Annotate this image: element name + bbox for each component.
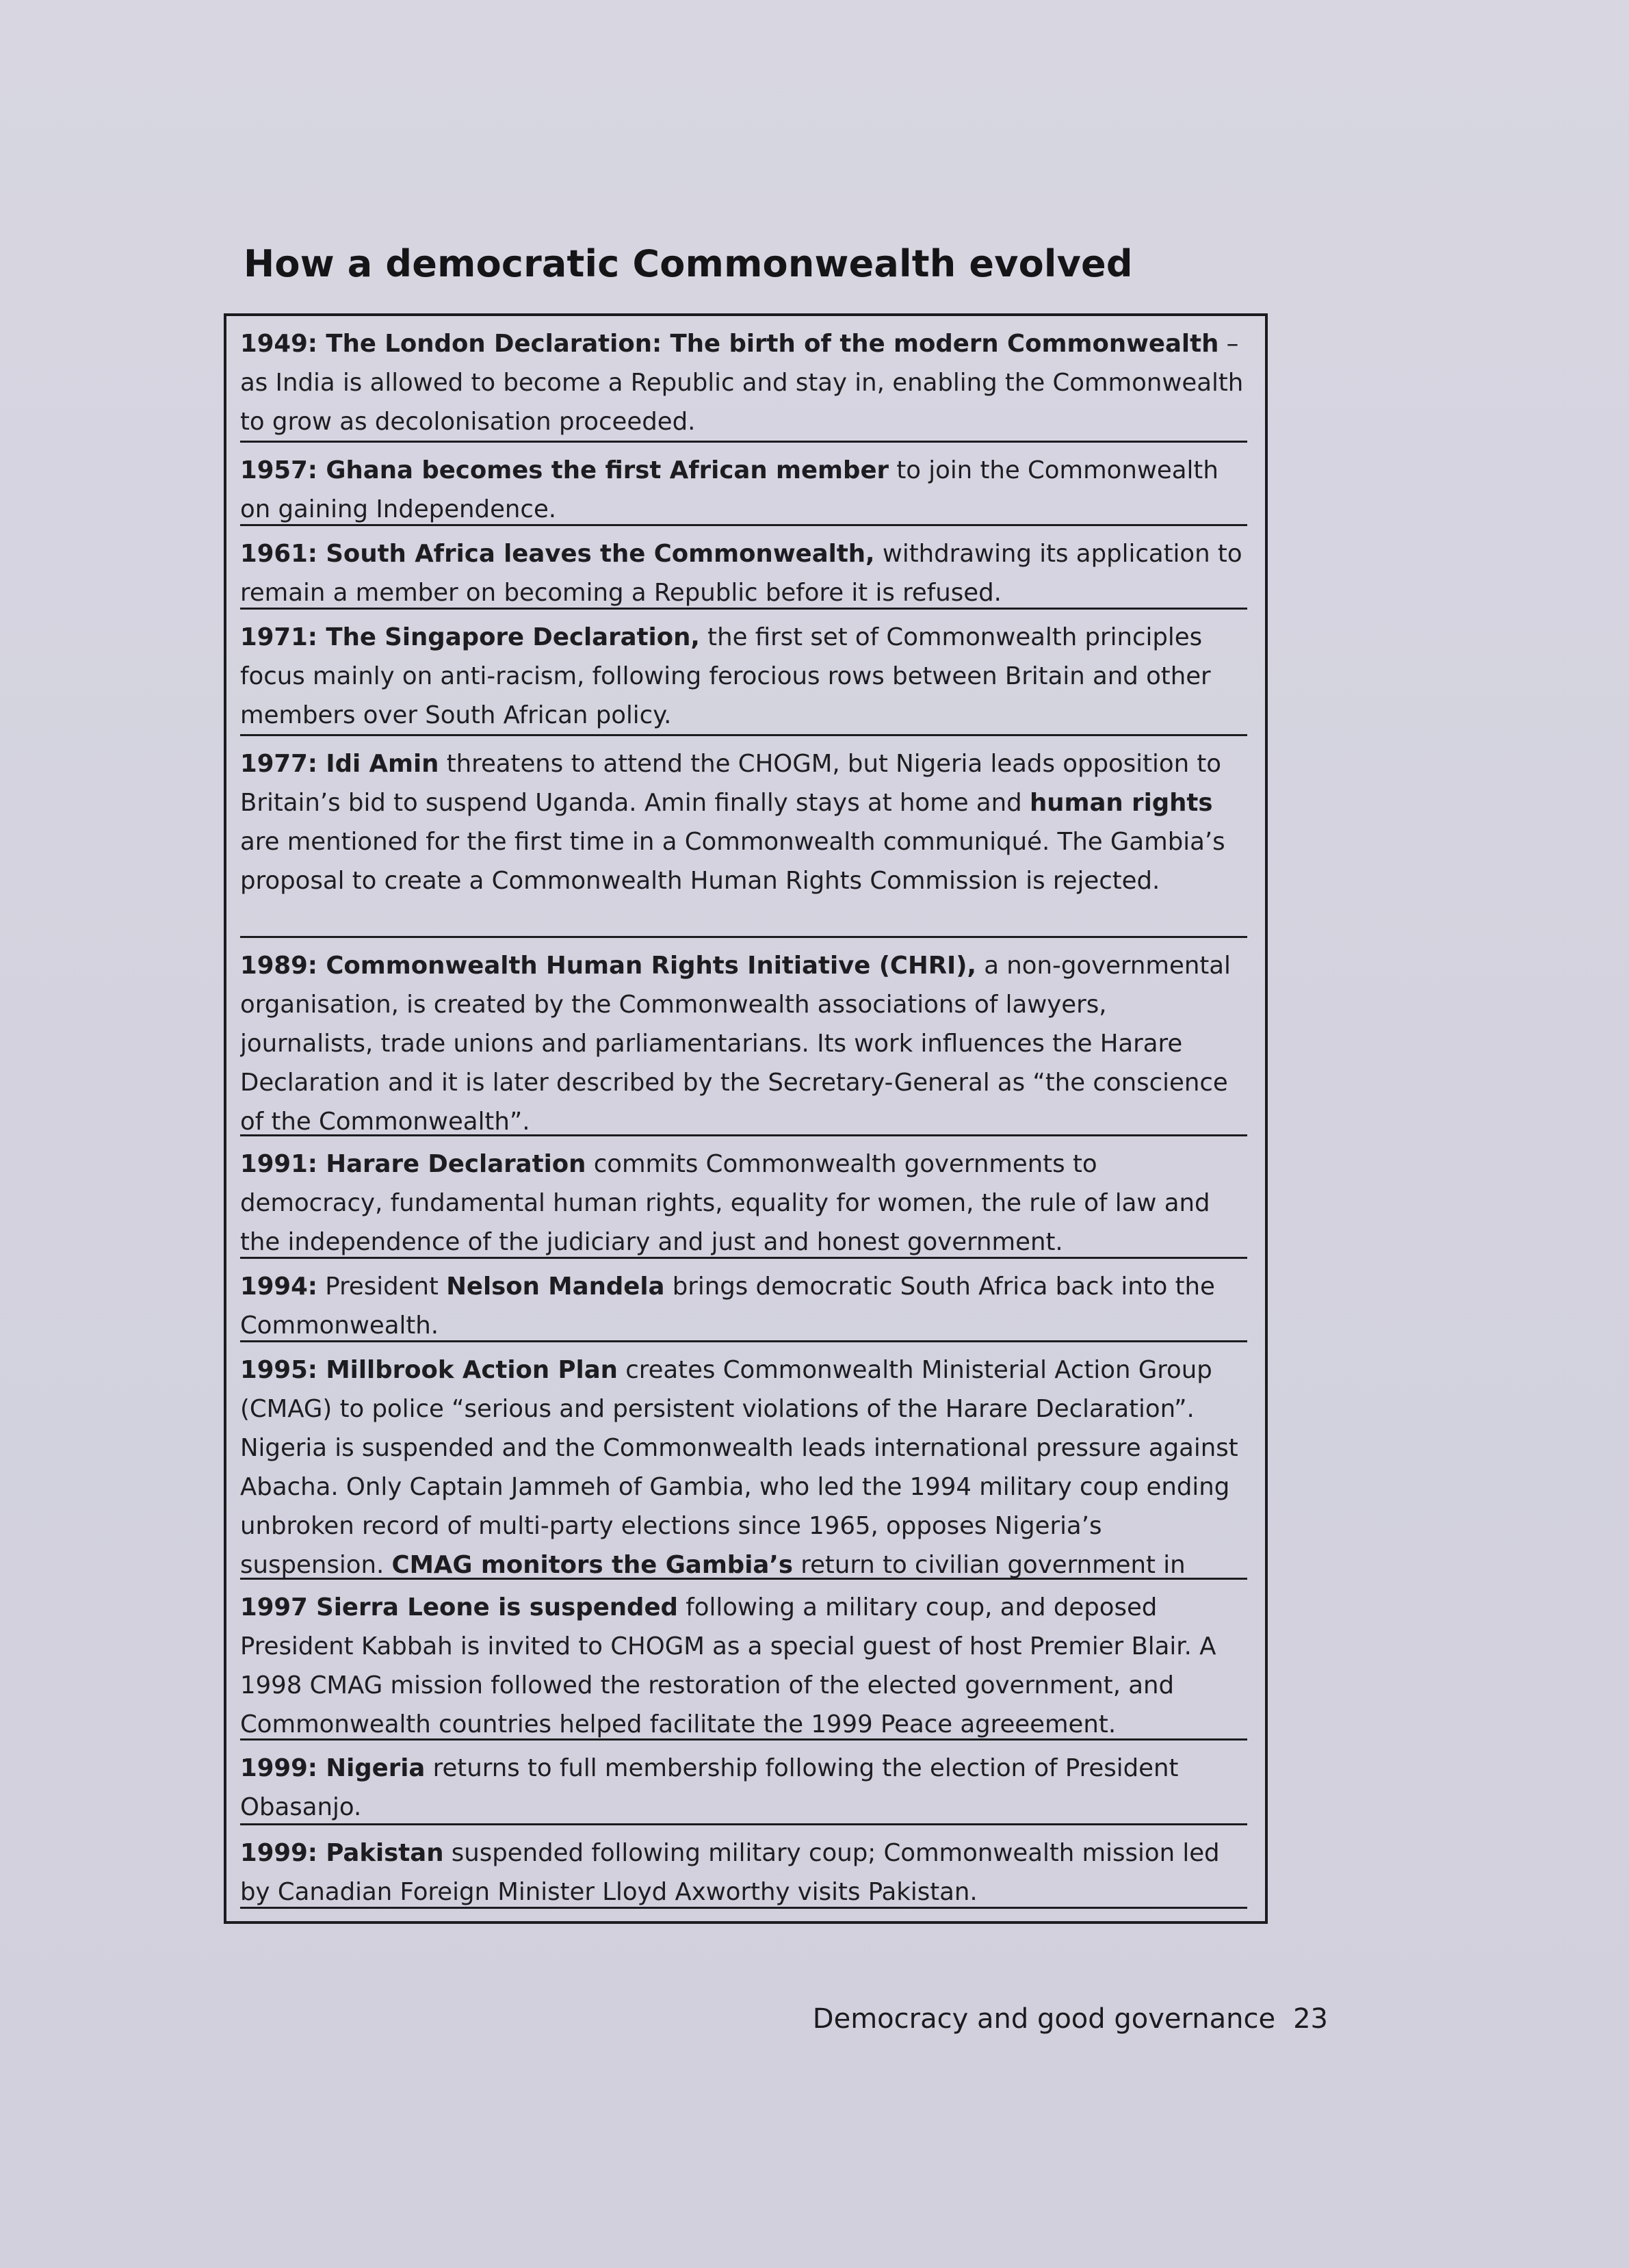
entry-text: creates Commonwealth Ministerial Action Group (CMAG) to police “serious and persistent violations of the Harare Declaration”. Nigeria is suspended and the Commonwealth leads international pressure against Abacha. Only Captain Jammeh of Gambia, who led the 1994 military coup ending unbroken record of multi-party elections since 1965, opposes Nigeria’s suspension.: [240, 1356, 1238, 1579]
timeline-entry-1971: [240, 610, 1247, 736]
entry-highlight: human rights: [1029, 789, 1213, 817]
timeline-entry-1961: [240, 526, 1247, 610]
page-title: How a democratic Commonwealth evolved: [244, 242, 1133, 285]
entry-text: threatens to attend the CHOGM, but Nigeria leads opposition to Britain’s bid to suspend Uganda. Amin finally stays at home and: [240, 750, 1222, 817]
entry-heading: 1957: Ghana becomes the first African member: [240, 456, 889, 484]
entry-heading: 1999: Pakistan: [240, 1839, 444, 1867]
entry-text: returns to full membership following the election of President Obasanjo.: [240, 1754, 1179, 1821]
page-number: 23: [1293, 2003, 1328, 2035]
entry-heading: 1995: Millbrook Action Plan: [240, 1356, 618, 1384]
entry-text: a non-governmental organisation, is created by the Commonwealth associations of lawyers, journalists, trade unions and parliamentarians. Its work influences the Harare Declaration and it is later described by the Secretary-General as “the conscience of the Commonwealth”.: [240, 952, 1231, 1136]
entry-highlight: CMAG monitors the Gambia’s: [391, 1551, 793, 1579]
entry-heading: 1989: Commonwealth Human Rights Initiative (CHRI),: [240, 952, 976, 980]
page-footer: [813, 2003, 1328, 2035]
entry-text-continued: are mentioned for the first time in a Commonwealth communiqué. The Gambia’s proposal to create a Commonwealth Human Rights Commission is rejected.: [240, 828, 1225, 895]
timeline-entry-1977: [240, 736, 1247, 938]
entry-text: suspended following military coup; Commonwealth mission led by Canadian Foreign Minister Lloyd Axworthy visits Pakistan.: [240, 1839, 1220, 1906]
timeline-entry-1957: [240, 443, 1247, 526]
timeline-entry-1949: [240, 316, 1247, 443]
entry-highlight: Nelson Mandela: [446, 1273, 665, 1301]
entry-text: withdrawing its application to remain a member on becoming a Republic before it is refused.: [240, 540, 1242, 607]
entry-heading: 1997 Sierra Leone is suspended: [240, 1593, 678, 1621]
timeline-entry-1999-nigeria: [240, 1741, 1247, 1825]
entry-text: President: [317, 1273, 447, 1301]
entry-heading: 1949: The London Declaration: The birth of the modern Commonwealth: [240, 330, 1219, 358]
entry-text-continued: return to civilian government in: [800, 1551, 1186, 1579]
entry-heading: 1994:: [240, 1273, 318, 1301]
entry-heading: 1971: The Singapore Declaration,: [240, 623, 700, 651]
entry-text-continued: brings democratic South Africa back into the Commonwealth.: [240, 1273, 1215, 1340]
entry-text: – as India is allowed to become a Republic and stay in, enabling the Commonwealth to grow as decolonisation proceeded.: [240, 330, 1244, 436]
timeline-entry-1989: [240, 938, 1247, 1136]
entry-text: to join the Commonwealth on gaining Independence.: [240, 456, 1219, 523]
entry-heading: 1977: Idi Amin: [240, 750, 439, 778]
timeline-entry-1995: [240, 1342, 1247, 1580]
entry-text: following a military coup, and deposed President Kabbah is invited to CHOGM as a special guest of host Premier Blair. A 1998 CMAG mission followed the restoration of the elected government, and Commonwealth countries helped facilitate the 1999 Peace agreeement.: [240, 1593, 1216, 1738]
entry-text: commits Commonwealth governments to democracy, fundamental human rights, equality for women, the rule of law and the independence of the judiciary and just and honest government.: [240, 1150, 1210, 1256]
entry-heading: 1991: Harare Declaration: [240, 1150, 586, 1178]
entry-heading: 1961: South Africa leaves the Commonwealth,: [240, 540, 875, 568]
timeline-entry-1997: [240, 1580, 1247, 1741]
timeline-entry-1991: [240, 1136, 1247, 1259]
timeline-box: [224, 313, 1268, 1924]
footer-section-title: Democracy and good governance: [812, 2003, 1276, 2035]
timeline-entry-1994: [240, 1259, 1247, 1342]
entry-text: the first set of Commonwealth principles focus mainly on anti-racism, following ferocious rows between Britain and other members over South African policy.: [240, 623, 1211, 729]
timeline-entry-1999-pakistan: [240, 1825, 1247, 1909]
entry-heading: 1999: Nigeria: [240, 1754, 426, 1782]
